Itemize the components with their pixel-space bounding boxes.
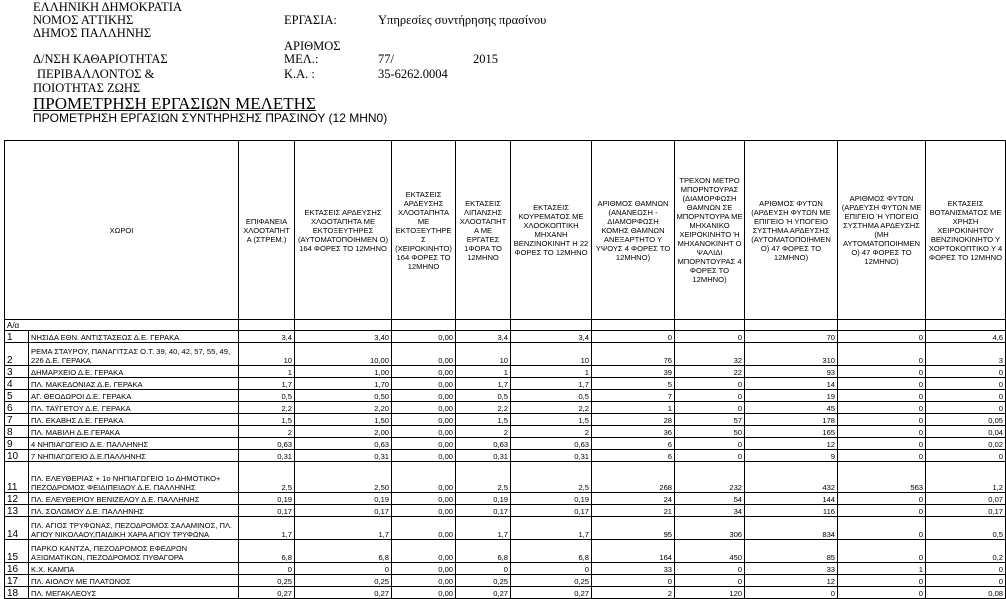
- table-row: [5, 402, 1006, 414]
- value-cell: 0,5: [511, 390, 592, 402]
- value-cell: 0: [675, 563, 745, 575]
- value-cell: 45: [745, 402, 838, 414]
- value-cell: 0: [675, 450, 745, 462]
- value-cell: 95: [592, 517, 675, 540]
- value-cell: 0,00: [392, 378, 456, 390]
- value-cell: 28: [592, 414, 675, 426]
- value-cell: 0,07: [926, 493, 1006, 505]
- value-cell: 76: [592, 343, 675, 366]
- value-cell: 10: [239, 343, 295, 366]
- value-cell: 0,08: [926, 587, 1006, 599]
- table-row: [5, 493, 1006, 505]
- value-cell: 2,5: [511, 462, 592, 493]
- value-cell: 0: [511, 563, 592, 575]
- place-name: ΠΛ. ΕΚΑΒΗΣ Δ.Ε. ΓΕΡΑΚΑ: [29, 414, 239, 426]
- value-cell: 0: [838, 390, 926, 402]
- page-title: ΠΡΟΜΕΤΡΗΣΗ ΕΡΓΑΣΙΩΝ ΜΕΛΕΤΗΣ: [33, 94, 316, 113]
- value-cell: 0,19: [456, 493, 511, 505]
- value-cell: 93: [745, 366, 838, 378]
- value-cell: 14: [745, 378, 838, 390]
- row-number: 16: [5, 563, 29, 575]
- value-cell: 0,00: [392, 587, 456, 599]
- col-header-irrigation-manual: ΕΚΤΑΣΕΙΣ ΑΡΔΕΥΣΗΣ ΧΛΟΟΤΑΠΗΤΑ ΜΕ ΕΚΤΟΞΕΥΤΗΡΕ Σ (ΧΕΙΡΟΚΙΝΗΤΟ) 164 ΦΟΡΕΣ ΤΟ 12ΜΗΝΟ: [392, 141, 456, 320]
- value-cell: 33: [745, 563, 838, 575]
- value-cell: 6: [592, 450, 675, 462]
- value-cell: 85: [745, 540, 838, 563]
- value-cell: 0: [295, 563, 392, 575]
- col-header-plants-auto: ΑΡΙΘΜΟΣ ΦΥΤΩΝ (ΑΡΔΕΥΣΗ ΦΥΤΩΝ ΜΕ ΕΠΙΓΕΙΟ Ή ΥΠΟΓΕΙΟ ΣΥΣΤΗΜΑ ΑΡΔΕΥΣΗΣ (ΑΥΤΟΜΑΤΟΠΟΙΗΜΕΝ Ο) 47 ΦΟΡΕΣ ΤΟ 12ΜΗΝΟ): [745, 141, 838, 320]
- value-cell: 32: [675, 343, 745, 366]
- value-cell: 432: [745, 462, 838, 493]
- place-name: 4 ΝΗΠΙΑΓΩΓΕΙΟ Δ.Ε. ΠΑΛΛΗΝΗΣ: [29, 438, 239, 450]
- row-number: 1: [5, 331, 29, 343]
- mel-year: 2015: [473, 52, 498, 66]
- value-cell: 1,5: [456, 414, 511, 426]
- document-header: [0, 0, 960, 128]
- row-number: 5: [5, 390, 29, 402]
- row-number: 10: [5, 450, 29, 462]
- value-cell: 4,6: [926, 331, 1006, 343]
- value-cell: 0: [675, 378, 745, 390]
- table-row: [5, 331, 1006, 343]
- value-cell: 3,4: [456, 331, 511, 343]
- value-cell: 0: [838, 540, 926, 563]
- value-cell: 19: [745, 390, 838, 402]
- place-name: ΠΛ. ΜΑΒΙΛΗ Δ.Ε.ΓΕΡΑΚΑ: [29, 426, 239, 438]
- aa-label-row: [5, 320, 1006, 331]
- row-number: 17: [5, 575, 29, 587]
- value-cell: 0,27: [295, 587, 392, 599]
- value-cell: 0,00: [392, 517, 456, 540]
- value-cell: 12: [745, 575, 838, 587]
- value-cell: 50: [675, 426, 745, 438]
- value-cell: 0,5: [239, 390, 295, 402]
- value-cell: 0: [926, 575, 1006, 587]
- table-row: [5, 563, 1006, 575]
- value-cell: 0: [838, 426, 926, 438]
- col-header-border: ΤΡΕΧΟΝ ΜΕΤΡΟ ΜΠΟΡΝΤΟΥΡΑΣ (ΔΙΑΜΟΡΦΩΣΗ ΘΑΜΝΩΝ ΣΕ ΜΠΟΡΝΤΟΥΡΑ ΜΕ ΜΗΧΑΝΙΚΟ ΧΕΙΡΟΚΙΝΗΤΟ Ή ΜΗΧΑΝΟΚΙΝΗΤ Ο ΨΑΛΙΔΙ ΜΠΟΡΝΤΟΥΡΑΣ 4 ΦΟΡΕΣ ΤΟ 12ΜΗΝΟ): [675, 141, 745, 320]
- col-header-places: ΧΩΡΟΙ: [5, 141, 239, 320]
- value-cell: 0,17: [239, 505, 295, 517]
- value-cell: 2,2: [456, 402, 511, 414]
- row-number: 7: [5, 414, 29, 426]
- value-cell: 2,20: [295, 402, 392, 414]
- value-cell: 0,00: [392, 450, 456, 462]
- value-cell: 0: [838, 493, 926, 505]
- value-cell: 0,25: [511, 575, 592, 587]
- value-cell: 563: [838, 462, 926, 493]
- table-row: [5, 587, 1006, 599]
- value-cell: 0: [838, 414, 926, 426]
- row-number: 15: [5, 540, 29, 563]
- value-cell: 0,00: [392, 402, 456, 414]
- row-number: 2: [5, 343, 29, 366]
- value-cell: 33: [592, 563, 675, 575]
- row-number: 8: [5, 426, 29, 438]
- ka-value: 35-6262.0004: [378, 67, 448, 81]
- table-row: [5, 366, 1006, 378]
- value-cell: 0: [675, 575, 745, 587]
- value-cell: 0,00: [392, 426, 456, 438]
- value-cell: 0,02: [926, 438, 1006, 450]
- place-name: ΠΛ. ΤΑΫΓΕΤΟΥ Δ.Ε. ΓΕΡΑΚΑ: [29, 402, 239, 414]
- value-cell: 36: [592, 426, 675, 438]
- page-subtitle: ΠΡΟΜΕΤΡΗΣΗ ΕΡΓΑΣΙΩΝ ΣΥΝΤΗΡΗΣΗΣ ΠΡΑΣΙΝΟΥ (12 ΜΗΝ0): [33, 111, 388, 125]
- value-cell: 2,5: [239, 462, 295, 493]
- mel-label: ΜΕΛ.:: [284, 52, 319, 66]
- value-cell: 2,5: [456, 462, 511, 493]
- value-cell: 0,00: [392, 331, 456, 343]
- col-header-fertilizing: ΕΚΤΑΣΕΙΣ ΛΙΠΑΝΣΗΣ ΧΛΟΟΤΑΠΗΤ Α ΜΕ ΕΡΓΑΤΕΣ 1ΦΟΡΑ ΤΟ 12ΜΗΝΟ: [456, 141, 511, 320]
- value-cell: 1,7: [239, 517, 295, 540]
- value-cell: 0: [239, 563, 295, 575]
- value-cell: 0: [592, 331, 675, 343]
- value-cell: 0,00: [392, 366, 456, 378]
- value-cell: 0: [926, 563, 1006, 575]
- value-cell: 3,4: [239, 331, 295, 343]
- place-name: ΠΛ. ΕΛΕΥΘΕΡΙΟΥ ΒΕΝΙΖΕΛΟΥ Δ.Ε. ΠΑΛΛΗΝΗΣ: [29, 493, 239, 505]
- value-cell: 0,19: [295, 493, 392, 505]
- value-cell: 2: [511, 426, 592, 438]
- ergasia-label: ΕΡΓΑΣΙΑ:: [284, 13, 337, 27]
- value-cell: 165: [745, 426, 838, 438]
- value-cell: 2,00: [295, 426, 392, 438]
- value-cell: 0: [838, 517, 926, 540]
- value-cell: 21: [592, 505, 675, 517]
- row-number: 18: [5, 587, 29, 599]
- value-cell: 0,00: [392, 414, 456, 426]
- value-cell: 24: [592, 493, 675, 505]
- value-cell: 164: [592, 540, 675, 563]
- value-cell: 3,40: [295, 331, 392, 343]
- measurements-table: [4, 140, 1006, 599]
- value-cell: 144: [745, 493, 838, 505]
- value-cell: 34: [675, 505, 745, 517]
- value-cell: 232: [675, 462, 745, 493]
- value-cell: 10: [456, 343, 511, 366]
- value-cell: 12: [745, 438, 838, 450]
- value-cell: 1,00: [295, 366, 392, 378]
- value-cell: 2,2: [239, 402, 295, 414]
- value-cell: 0,50: [295, 390, 392, 402]
- value-cell: 7: [592, 390, 675, 402]
- value-cell: 1,5: [239, 414, 295, 426]
- col-header-weeding: ΕΚΤΑΣΕΙΣ ΒΟΤΑΝΙΣΜΑΤΟΣ ΜΕ ΧΡΗΣΗ ΧΕΙΡΟΚΙΝΗΤΟΥ ΒΕΝΖΙΝΟΚΙΝΗΤΟ Υ ΧΟΡΤΟΚΟΠΤΙΚΟ Υ 4 ΦΟΡΕΣ ΤΟ 12ΜΗΝΟ: [926, 141, 1006, 320]
- value-cell: 57: [675, 414, 745, 426]
- value-cell: 0,00: [392, 438, 456, 450]
- place-name: 7 ΝΗΠΙΑΓΩΓΕΙΟ Δ.Ε.ΠΑΛΛΗΝΗΣ: [29, 450, 239, 462]
- value-cell: 1,7: [239, 378, 295, 390]
- value-cell: 0: [838, 505, 926, 517]
- table-row: [5, 517, 1006, 540]
- value-cell: 10: [511, 343, 592, 366]
- value-cell: 178: [745, 414, 838, 426]
- col-header-shrubs: ΑΡΙΘΜΟΣ ΘΑΜΝΩΝ (ΑΝΑΝΕΩΣΗ - ΔΙΑΜΟΡΦΩΣΗ ΚΟΜΗΣ ΘΑΜΝΩΝ ΑΝΕΞΑΡΤΗΤΟ Υ ΥΨΟΥΣ 4 ΦΟΡΕΣ ΤΟ 12ΜΗΝΟ): [592, 141, 675, 320]
- value-cell: 6: [592, 438, 675, 450]
- value-cell: 6,8: [295, 540, 392, 563]
- header-line-1: ΕΛΛΗΝΙΚΗ ΔΗΜΟΚΡΑΤΙΑ: [33, 0, 182, 14]
- value-cell: 0,05: [926, 414, 1006, 426]
- table-row: [5, 450, 1006, 462]
- value-cell: 0,17: [456, 505, 511, 517]
- value-cell: 1,70: [295, 378, 392, 390]
- table-row: [5, 378, 1006, 390]
- value-cell: 268: [592, 462, 675, 493]
- value-cell: 6,8: [239, 540, 295, 563]
- col-header-mowing: ΕΚΤΑΣΕΙΣ ΚΟΥΡΕΜΑΤΟΣ ΜΕ ΧΛΟΟΚΟΠΤΙΚΗ ΜΗΧΑΝΗ ΒΕΝΖΙΝΟΚΙΝΗΤ Η 22 ΦΟΡΕΣ ΤΟ 12ΜΗΝΟ: [511, 141, 592, 320]
- value-cell: 0: [745, 587, 838, 599]
- value-cell: 834: [745, 517, 838, 540]
- value-cell: 0,63: [511, 438, 592, 450]
- value-cell: 2: [239, 426, 295, 438]
- value-cell: 0: [675, 438, 745, 450]
- mel-value: 77/: [378, 52, 394, 66]
- value-cell: 6,8: [511, 540, 592, 563]
- value-cell: 0,27: [239, 587, 295, 599]
- value-cell: 1: [838, 563, 926, 575]
- table-row: [5, 462, 1006, 493]
- header-line-3: ΔΗΜΟΣ ΠΑΛΛΗΝΗΣ: [33, 26, 152, 40]
- value-cell: 2: [592, 587, 675, 599]
- header-line-2: ΝΟΜΟΣ ΑΤΤΙΚΗΣ: [33, 13, 134, 27]
- table-row: [5, 505, 1006, 517]
- col-header-plants-manual: ΑΡΙΘΜΟΣ ΦΥΤΩΝ (ΑΡΔΕΥΣΗ ΦΥΤΩΝ ΜΕ ΕΠΙΓΕΙΟ Ή ΥΠΟΓΕΙΟ ΣΥΣΤΗΜΑ ΑΡΔΕΥΣΗΣ (ΜΗ ΑΥΤΟΜΑΤΟΠΟΙΗΜΕΝ Ο) 47 ΦΟΡΕΣ ΤΟ 12ΜΗΝΟ): [838, 141, 926, 320]
- value-cell: 0,00: [392, 563, 456, 575]
- value-cell: 0,5: [456, 390, 511, 402]
- table-header-row: [5, 141, 1006, 320]
- ergasia-value: Υπηρεσίες συντήρησης πρασίνου: [378, 13, 547, 27]
- value-cell: 6,8: [456, 540, 511, 563]
- value-cell: 2,50: [295, 462, 392, 493]
- value-cell: 0: [675, 331, 745, 343]
- value-cell: 0: [926, 378, 1006, 390]
- value-cell: 306: [675, 517, 745, 540]
- value-cell: 0,2: [926, 540, 1006, 563]
- value-cell: 450: [675, 540, 745, 563]
- table-row: [5, 414, 1006, 426]
- table-row: [5, 426, 1006, 438]
- table-row: [5, 343, 1006, 366]
- place-name: Κ.Χ. ΚΑΜΠΑ: [29, 563, 239, 575]
- value-cell: 1,7: [511, 517, 592, 540]
- value-cell: 0,00: [392, 575, 456, 587]
- value-cell: 0,25: [456, 575, 511, 587]
- value-cell: 2: [456, 426, 511, 438]
- value-cell: 0,17: [926, 505, 1006, 517]
- value-cell: 1: [511, 366, 592, 378]
- place-name: ΡΕΜΑ ΣΤΑΥΡΟΥ, ΠΑΝΑΓΙΤΣΑΣ Ο.Τ. 39, 40, 42, 57, 55, 49, 226 Δ.Ε. ΓΕΡΑΚΑ: [29, 343, 239, 366]
- value-cell: 0: [838, 378, 926, 390]
- value-cell: 0,63: [456, 438, 511, 450]
- row-number: 6: [5, 402, 29, 414]
- col-header-irrigation-auto: ΕΚΤΑΣΕΙΣ ΑΡΔΕΥΣΗΣ ΧΛΟΟΤΑΠΗΤΑ ΜΕ ΕΚΤΟΞΕΥΤΗΡΕΣ (ΑΥΤΟΜΑΤΟΠΟΙΗΜΕΝ Ο) 164 ΦΟΡΕΣ ΤΟ 12ΜΗΝΟ: [295, 141, 392, 320]
- value-cell: 1,50: [295, 414, 392, 426]
- row-number: 4: [5, 378, 29, 390]
- place-name: ΠΛ. ΜΑΚΕΔΟΝΙΑΣ Δ.Ε. ΓΕΡΑΚΑ: [29, 378, 239, 390]
- value-cell: 0,31: [456, 450, 511, 462]
- header-line-5: ΠΕΡΙΒΑΛΛΟΝΤΟΣ &: [37, 67, 155, 81]
- value-cell: 0,17: [511, 505, 592, 517]
- value-cell: 1,7: [295, 517, 392, 540]
- value-cell: 54: [675, 493, 745, 505]
- value-cell: 1,2: [926, 462, 1006, 493]
- row-number: 14: [5, 517, 29, 540]
- value-cell: 0,63: [239, 438, 295, 450]
- value-cell: 0,31: [295, 450, 392, 462]
- value-cell: 0,27: [456, 587, 511, 599]
- ka-label: Κ.Α. :: [284, 67, 315, 81]
- row-number: 12: [5, 493, 29, 505]
- header-line-6: ΠΟΙΟΤΗΤΑΣ ΖΩΗΣ: [33, 81, 141, 95]
- arithmos-label: ΑΡΙΘΜΟΣ: [284, 39, 341, 53]
- value-cell: 0,19: [511, 493, 592, 505]
- value-cell: 0: [838, 575, 926, 587]
- value-cell: 0,00: [392, 493, 456, 505]
- row-number: 3: [5, 366, 29, 378]
- table-row: [5, 390, 1006, 402]
- value-cell: 0: [838, 450, 926, 462]
- value-cell: 1: [239, 366, 295, 378]
- value-cell: 1,7: [511, 378, 592, 390]
- value-cell: 0: [675, 390, 745, 402]
- value-cell: 0,5: [926, 517, 1006, 540]
- value-cell: 0,25: [295, 575, 392, 587]
- row-number: 13: [5, 505, 29, 517]
- value-cell: 0,00: [392, 390, 456, 402]
- value-cell: 0: [926, 402, 1006, 414]
- value-cell: 1: [456, 366, 511, 378]
- place-name: ΑΓ. ΘΕΟΔΩΡΟΙ Δ.Ε. ΓΕΡΑΚΑ: [29, 390, 239, 402]
- place-name: ΠΛ. ΑΙΟΛΟΥ ΜΕ ΠΛΑΤΩΝΟΣ: [29, 575, 239, 587]
- value-cell: 0: [838, 343, 926, 366]
- value-cell: 0: [926, 390, 1006, 402]
- row-number: 11: [5, 462, 29, 493]
- place-name: ΠΛ. ΕΛΕΥΘΕΡΙΑΣ + 1ο ΝΗΠΙΑΓΩΓΕΙΟ 1ο ΔΗΜΟΤΙΚΟ+ ΠΕΖΟΔΡΟΜΟΣ ΦΕΙΔΙΠΕΙΔΟΥ Δ.Ε. ΠΑΛΛΗΝΗΣ: [29, 462, 239, 493]
- value-cell: 0: [838, 402, 926, 414]
- value-cell: 0,31: [511, 450, 592, 462]
- value-cell: 39: [592, 366, 675, 378]
- value-cell: 0: [838, 366, 926, 378]
- value-cell: 22: [675, 366, 745, 378]
- aa-label: Α/α: [5, 320, 239, 331]
- value-cell: 3: [926, 343, 1006, 366]
- value-cell: 0: [838, 331, 926, 343]
- value-cell: 0: [838, 438, 926, 450]
- value-cell: 0,25: [239, 575, 295, 587]
- place-name: ΠΛ. ΜΕΓΑΚΛΕΟΥΣ: [29, 587, 239, 599]
- value-cell: 0,00: [392, 343, 456, 366]
- header-line-4: Δ/ΝΣΗ ΚΑΘΑΡΙΟΤΗΤΑΣ: [33, 52, 168, 66]
- place-name: ΠΑΡΚΟ ΚΑΝΤΖΑ, ΠΕΖΟΔΡΟΜΟΣ ΕΦΕΔΡΩΝ ΑΞΙΩΜΑΤΙΚΩΝ, ΠΕΖΟΔΡΟΜΟΣ ΠΥΘΑΓΟΡΑ: [29, 540, 239, 563]
- value-cell: 5: [592, 378, 675, 390]
- value-cell: 0,19: [239, 493, 295, 505]
- value-cell: 1: [592, 402, 675, 414]
- value-cell: 0,31: [239, 450, 295, 462]
- value-cell: 0,27: [511, 587, 592, 599]
- place-name: ΔΗΜΑΡΧΕΙΟ Δ.Ε. ΓΕΡΑΚΑ: [29, 366, 239, 378]
- value-cell: 9: [745, 450, 838, 462]
- table-row: [5, 540, 1006, 563]
- value-cell: 0,04: [926, 426, 1006, 438]
- value-cell: 0: [926, 366, 1006, 378]
- value-cell: 0,17: [295, 505, 392, 517]
- value-cell: 0,00: [392, 505, 456, 517]
- value-cell: 3,4: [511, 331, 592, 343]
- value-cell: 0: [675, 402, 745, 414]
- value-cell: 1,5: [511, 414, 592, 426]
- value-cell: 0,63: [295, 438, 392, 450]
- value-cell: 310: [745, 343, 838, 366]
- value-cell: 120: [675, 587, 745, 599]
- col-header-area: ΕΠΙΦΑΝΕΙΑ ΧΛΟΟΤΑΠΗΤ Α (ΣΤΡΕΜ.): [239, 141, 295, 320]
- row-number: 9: [5, 438, 29, 450]
- value-cell: 1,7: [456, 517, 511, 540]
- value-cell: 0,00: [392, 462, 456, 493]
- table-row: [5, 438, 1006, 450]
- value-cell: 2,2: [511, 402, 592, 414]
- table-row: [5, 575, 1006, 587]
- value-cell: 70: [745, 331, 838, 343]
- place-name: ΠΛ. ΣΟΛΩΜΟΥ Δ.Ε. ΠΑΛΛΗΝΗΣ: [29, 505, 239, 517]
- value-cell: 0,00: [392, 540, 456, 563]
- value-cell: 0: [926, 450, 1006, 462]
- place-name: ΠΛ. ΑΓΙΟΣ ΤΡΥΦΩΝΑΣ, ΠΕΖΟΔΡΟΜΟΣ ΣΑΛΑΜΙΝΟΣ, ΠΛ. ΑΓΙΟΥ ΝΙΚΟΛΑΟΥ,ΠΑΙΔΙΚΗ ΧΑΡΑ ΑΓΙΟΥ ΤΡΥΦΩΝΑ: [29, 517, 239, 540]
- value-cell: 1,7: [456, 378, 511, 390]
- value-cell: 0: [838, 587, 926, 599]
- place-name: ΝΗΣΙΔΑ ΕΘΝ. ΑΝΤΙΣΤΑΣΕΩΣ Δ.Ε. ΓΕΡΑΚΑ: [29, 331, 239, 343]
- value-cell: 116: [745, 505, 838, 517]
- value-cell: 0: [456, 563, 511, 575]
- value-cell: 0: [592, 575, 675, 587]
- table-body: [5, 320, 1006, 599]
- value-cell: 10,00: [295, 343, 392, 366]
